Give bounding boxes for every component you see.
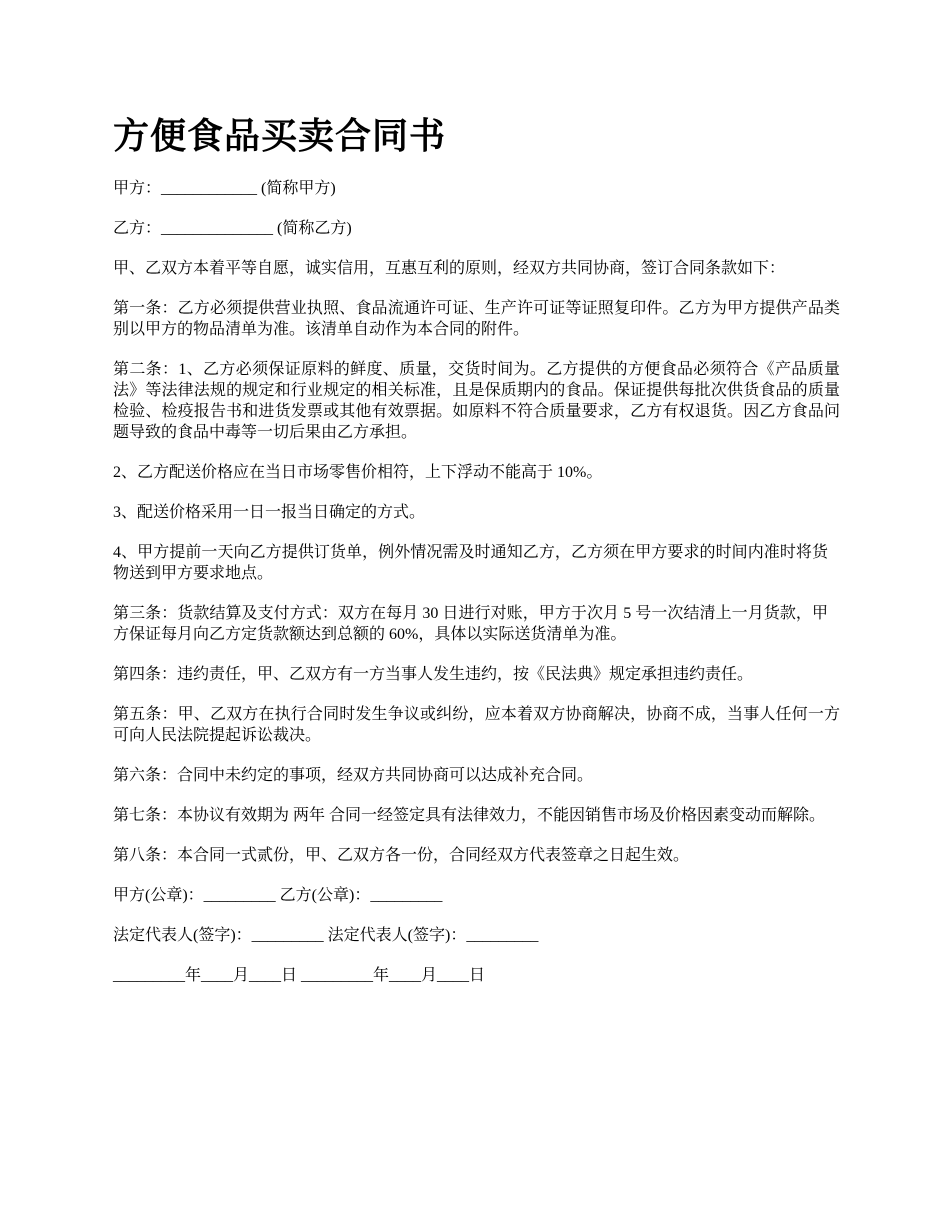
article-6-paragraph: 第六条：合同中未约定的事项，经双方共同协商可以达成补充合同。 <box>113 767 594 784</box>
article-4-paragraph: 第四条：违约责任，甲、乙双方有一方当事人发生违约，按《民法典》规定承担违约责任。 <box>113 666 754 683</box>
party-b-line: 乙方：______________ (简称乙方) <box>113 220 352 237</box>
article-3-paragraph: 第三条：货款结算及支付方式：双方在每月 30 日进行对账，甲方于次月 5 号一次结清上一月货款，甲方保证每月向乙方定货款额达到总额的 60%，具体以实际送货清单为准。 <box>113 605 828 643</box>
seal-line: 甲方(公章)：_________ 乙方(公章)：_________ <box>113 887 443 904</box>
article-2-item-2-paragraph: 2、乙方配送价格应在当日市场零售价相符，上下浮动不能高于 10%。 <box>113 464 603 481</box>
article-2-paragraph: 第二条：1、乙方必须保证原料的鲜度、质量，交货时间为。乙方提供的方便食品必须符合《产品质量法》等法律法规的规定和行业规定的相关标准，且是保质期内的食品。保证提供每批次供货食品的质量检验、检疫报告书和进货发票或其他有效票据。如原料不符合质量要求，乙方有权退货。因乙方食品问题导致的食品中毒等一切后果由乙方承担。 <box>113 361 840 441</box>
contract-page <box>113 108 853 1005</box>
signature-line: 法定代表人(签字)：_________ 法定代表人(签字)：_________ <box>113 927 539 944</box>
article-2-item-3-paragraph: 3、配送价格采用一日一报当日确定的方式。 <box>113 504 426 521</box>
article-8-paragraph: 第八条：本合同一式贰份，甲、乙双方各一份，合同经双方代表签章之日起生效。 <box>113 847 690 864</box>
date-line: _________年____月____日 _________年____月____日 <box>113 967 486 984</box>
article-2-item-4-paragraph: 4、甲方提前一天向乙方提供订货单，例外情况需及时通知乙方，乙方须在甲方要求的时间内准时将货物送到甲方要求地点。 <box>113 544 828 582</box>
article-1-paragraph: 第一条：乙方必须提供营业执照、食品流通许可证、生产许可证等证照复印件。乙方为甲方提供产品类别以甲方的物品清单为准。该清单自动作为本合同的附件。 <box>113 300 840 338</box>
article-5-paragraph: 第五条：甲、乙双方在执行合同时发生争议或纠纷，应本着双方协商解决，协商不成，当事人任何一方可向人民法院提起诉讼裁决。 <box>113 706 840 744</box>
party-a-line: 甲方：____________ (简称甲方) <box>113 180 336 197</box>
document-title: 方便食品买卖合同书 <box>113 116 447 156</box>
article-7-paragraph: 第七条：本协议有效期为 两年 合同一经签定具有法律效力，不能因销售市场及价格因素变动而解除。 <box>113 807 826 824</box>
preamble-paragraph: 甲、乙双方本着平等自愿，诚实信用，互惠互利的原则，经双方共同协商，签订合同条款如下： <box>113 260 786 277</box>
